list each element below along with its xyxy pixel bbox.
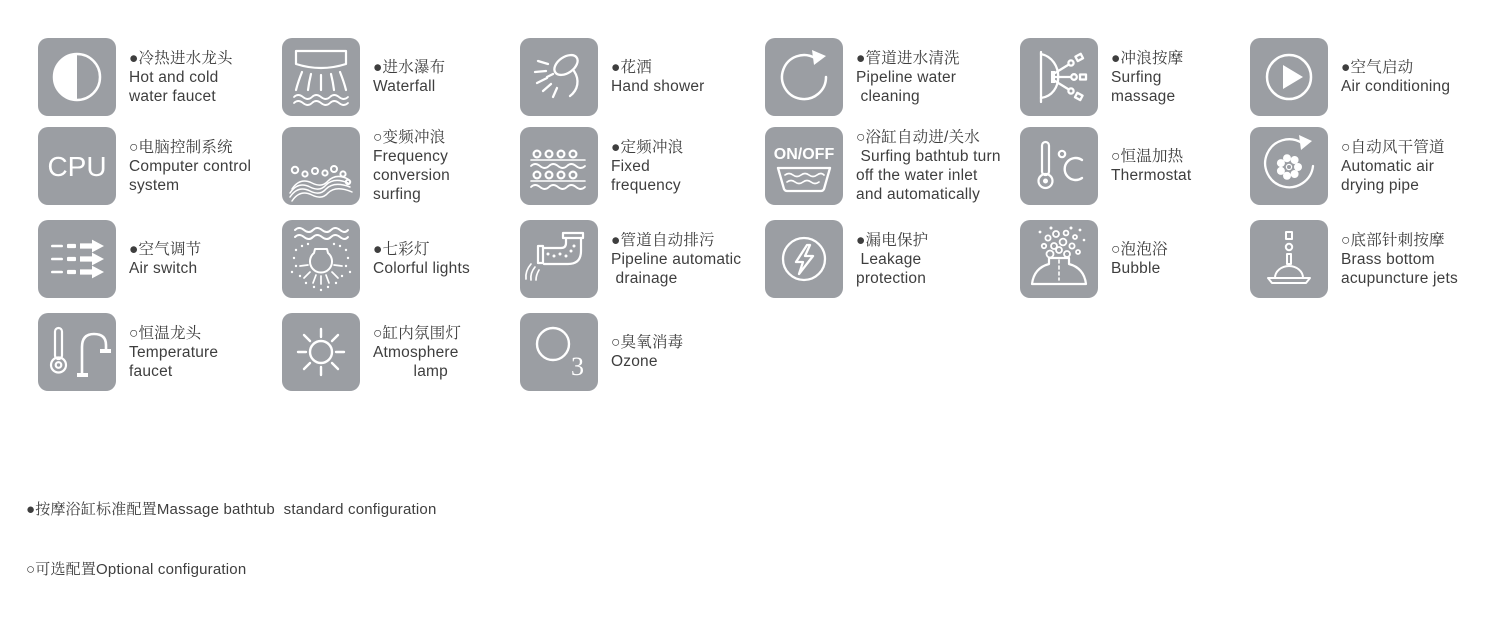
feature-item-bubble: [1020, 220, 1168, 298]
feature-label-zh: ●七彩灯: [373, 241, 430, 258]
feature-label-en: drying pipe: [1341, 176, 1420, 194]
feature-label-zh: ○自动风干管道: [1341, 138, 1445, 156]
feature-item-acupuncture: [1250, 220, 1458, 298]
feature-labels: [856, 128, 1001, 204]
legend-standard-line: ●按摩浴缸标准配置Massage bathtub standard configuration: [26, 501, 437, 518]
feature-label-en: Pipeline water: [856, 68, 957, 86]
feature-label-en: drainage: [611, 269, 678, 287]
feature-label-en: Atmosphere: [373, 343, 459, 361]
leakage-icon: [765, 220, 843, 298]
ozone-icon: [520, 313, 598, 391]
feature-labels: [1341, 58, 1450, 96]
feature-labels: [373, 240, 470, 278]
feature-label-en: Bubble: [1111, 260, 1161, 277]
feature-label-en: Surfing: [1111, 68, 1162, 86]
feature-item-on-off: [765, 127, 1001, 205]
hand-shower-icon: [520, 38, 598, 116]
feature-label-zh: ○底部针刺按摩: [1341, 231, 1445, 249]
feature-label-en: surfing: [373, 186, 421, 203]
drainage-icon: [520, 220, 598, 298]
feature-label-zh: ●冷热进水龙头: [129, 49, 233, 67]
feature-label-en: conversion: [373, 167, 450, 184]
feature-item-air-start: [1250, 38, 1450, 116]
feature-label-en: Surfing bathtub turn: [856, 148, 1001, 165]
feature-label-zh: ○泡泡浴: [1111, 241, 1168, 258]
temp-faucet-icon: [38, 313, 116, 391]
feature-label-en: Hand shower: [611, 78, 705, 95]
hot-cold-faucet-icon: [38, 38, 116, 116]
feature-labels: [373, 324, 461, 381]
legend: [26, 460, 437, 620]
feature-labels: [373, 58, 445, 96]
feature-item-thermostat: [1020, 127, 1191, 205]
frequency-surfing-icon: [282, 127, 360, 205]
feature-label-zh: ●管道自动排污: [611, 231, 715, 249]
feature-label-zh: ●定频冲浪: [611, 138, 684, 156]
feature-label-en: off the water inlet: [856, 167, 978, 184]
feature-label-en: Thermostat: [1111, 167, 1192, 184]
feature-labels: [129, 240, 201, 278]
feature-labels: [129, 138, 251, 195]
feature-label-en: Hot and cold: [129, 68, 219, 86]
feature-label-zh: ○浴缸自动进/关水: [856, 129, 980, 146]
feature-label-en: Temperature: [129, 343, 219, 361]
feature-item-frequency-surfing: [282, 127, 450, 205]
air-switch-icon: [38, 220, 116, 298]
feature-label-en: Air conditioning: [1341, 78, 1451, 95]
feature-label-zh: ●空气启动: [1341, 59, 1414, 76]
feature-label-en: and automatically: [856, 186, 981, 203]
air-start-icon: [1250, 38, 1328, 116]
legend-optional-line: ○可选配置Optional configuration: [26, 561, 247, 578]
colorful-lights-icon: [282, 220, 360, 298]
waterfall-icon: [282, 38, 360, 116]
feature-label-zh: ●花洒: [611, 59, 652, 76]
feature-labels: [611, 58, 705, 96]
feature-label-en: water faucet: [129, 87, 216, 105]
feature-label-en: Computer control: [129, 157, 252, 175]
feature-label-en: Waterfall: [373, 78, 436, 95]
atmosphere-lamp-icon: [282, 313, 360, 391]
thermostat-icon: [1020, 127, 1098, 205]
feature-labels: [1341, 138, 1445, 195]
acupuncture-icon: [1250, 220, 1328, 298]
feature-labels: [856, 231, 928, 288]
feature-label-zh: ○臭氧消毒: [611, 334, 684, 351]
feature-label-zh: ○变频冲浪: [373, 129, 446, 146]
feature-labels: [611, 333, 683, 371]
feature-labels: [856, 49, 960, 106]
feature-labels: [1111, 147, 1191, 185]
feature-item-temp-faucet: [38, 313, 218, 391]
feature-item-ozone: [520, 313, 683, 391]
feature-label-en: acupuncture jets: [1341, 269, 1458, 287]
feature-label-en: Automatic air: [1341, 157, 1435, 175]
feature-label-en: protection: [856, 269, 927, 287]
pipeline-cleaning-icon: [765, 38, 843, 116]
feature-labels: [373, 128, 450, 204]
feature-item-hot-cold-faucet: [38, 38, 233, 116]
feature-item-pipeline-cleaning: [765, 38, 960, 116]
air-drying-icon: [1250, 127, 1328, 205]
bubble-icon: [1020, 220, 1098, 298]
feature-label-zh: ●进水瀑布: [373, 59, 446, 76]
feature-label-en: faucet: [129, 362, 173, 380]
feature-item-leakage: [765, 220, 928, 298]
feature-item-colorful-lights: [282, 220, 470, 298]
cpu-icon: [38, 127, 116, 205]
feature-label-en: Pipeline automatic: [611, 250, 742, 268]
feature-item-fixed-frequency: [520, 127, 683, 205]
feature-label-en: Leakage: [856, 250, 922, 268]
feature-labels: [1111, 49, 1183, 106]
feature-label-zh: ●空气调节: [129, 241, 202, 258]
feature-item-air-switch: [38, 220, 201, 298]
feature-item-drainage: [520, 220, 741, 298]
feature-item-air-drying: [1250, 127, 1445, 205]
feature-label-en: Brass bottom: [1341, 250, 1435, 268]
feature-labels: [611, 138, 683, 195]
feature-label-en: frequency: [611, 176, 681, 194]
surfing-massage-icon: [1020, 38, 1098, 116]
svg-text:ON/OFF: ON/OFF: [773, 146, 835, 163]
feature-label-zh: ○恒温加热: [1111, 148, 1184, 165]
feature-label-en: Ozone: [611, 353, 658, 370]
feature-label-en: massage: [1111, 87, 1176, 105]
feature-labels: [129, 324, 218, 381]
feature-label-zh: ○恒温龙头: [129, 324, 202, 342]
on-off-icon: [765, 127, 843, 205]
feature-label-en: Fixed: [611, 157, 650, 175]
feature-label-en: Air switch: [129, 260, 198, 277]
feature-item-waterfall: [282, 38, 445, 116]
feature-labels: [1111, 240, 1168, 278]
feature-label-zh: ○电脑控制系统: [129, 138, 233, 156]
feature-label-zh: ○缸内氛围灯: [373, 324, 462, 342]
feature-labels: [129, 49, 233, 106]
fixed-frequency-icon: [520, 127, 598, 205]
feature-item-hand-shower: [520, 38, 705, 116]
feature-label-en: Frequency: [373, 148, 449, 165]
feature-labels: [1341, 231, 1458, 288]
feature-item-cpu: [38, 127, 251, 205]
feature-label-en: lamp: [373, 362, 448, 380]
svg-text:3: 3: [571, 352, 584, 381]
feature-label-en: system: [129, 176, 180, 194]
feature-item-atmosphere-lamp: [282, 313, 461, 391]
feature-label-zh: ●冲浪按摩: [1111, 49, 1184, 67]
feature-label-zh: ●漏电保护: [856, 231, 929, 249]
feature-label-zh: ●管道进水清洗: [856, 49, 960, 67]
feature-label-en: cleaning: [856, 87, 920, 105]
feature-label-en: Colorful lights: [373, 260, 470, 277]
feature-item-surfing-massage: [1020, 38, 1183, 116]
svg-text:CPU: CPU: [47, 151, 107, 182]
feature-labels: [611, 231, 741, 288]
